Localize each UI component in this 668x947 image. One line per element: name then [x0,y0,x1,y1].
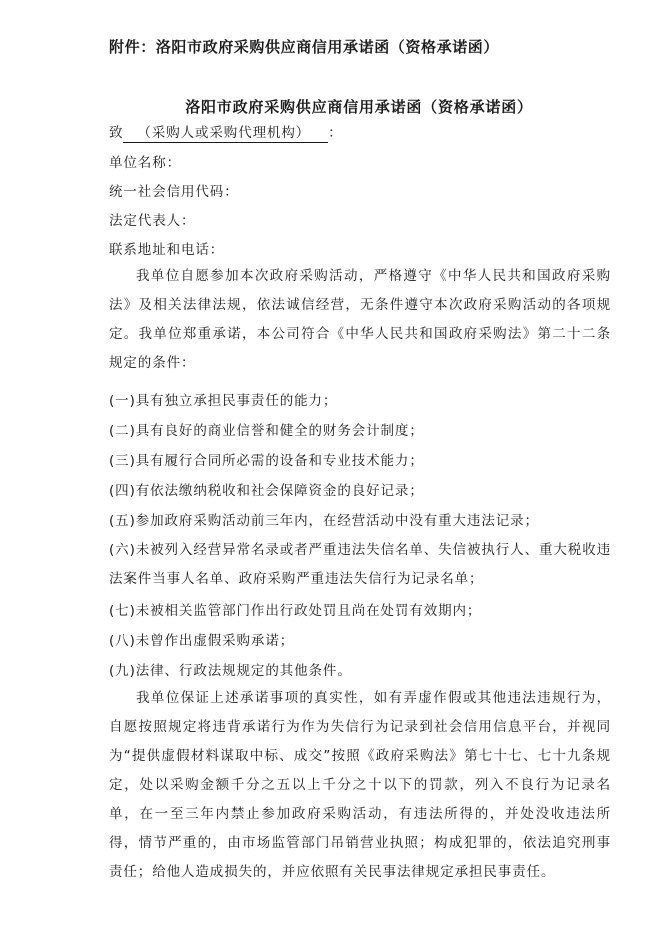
field-credit-code: 统一社会信用代码： [109,184,239,200]
field-contact: 联系地址和电话： [109,242,225,258]
condition-9: (九)法律、行政法规规定的其他条件。 [109,663,352,679]
guarantee-text: 我单位保证上述承诺事项的真实性，如有弄虚作假或其他违法违规行为，自愿按照规定将违背承诺行为作为失信行为记录到社会信用信息平台，并视同为“提供虚假材料谋取中标、成交”按照《政府采购法》第七十七、七十九条规定，处以采购金额千分之五以上千分之十以下的罚款，列入不良行为记录名单，在一至三年内禁止参加政府采购活动，有违法所得的，并处没收违法所得，情节严重的，由市场监管部门吊销营业执照；构成犯罪的，依法追究刑事责任；给他人造成损失的，并应依照有关民事法律规定承担民事责任。 [109,690,611,880]
addressee-line [109,124,343,143]
intro-paragraph [109,262,611,378]
condition-6 [109,536,611,594]
addressee-recipient: （采购人或采购代理机构） [123,124,328,143]
condition-1: (一)具有独立承担民事责任的能力； [109,393,338,409]
attachment-heading: 附件：洛阳市政府采购供应商信用承诺函（资格承诺函） [109,38,500,56]
intro-text: 我单位自愿参加本次政府采购活动，严格遵守《中华人民共和国政府采购法》及相关法律法规，依法诚信经营，无条件遵守本次政府采购活动的各项规定。我单位郑重承诺，本公司符合《中华人民共和国政府采购法》第二十二条规定的条件： [109,268,611,371]
field-unit-name: 单位名称： [109,155,181,171]
condition-7: (七)未被相关监管部门作出行政处罚且尚在处罚有效期内； [109,603,482,619]
condition-3: (三)具有履行合同所必需的设备和专业技术能力； [109,453,424,469]
condition-2: (二)具有良好的商业信誉和健全的财务会计制度； [109,423,424,439]
addressee-prefix: 致 [109,125,124,141]
condition-8: (八)未曾作出虚假采购承诺； [109,633,295,649]
condition-4: (四)有依法缴纳税收和社会保障资金的良好记录； [109,483,424,499]
condition-5: (五)参加政府采购活动前三年内，在经营活动中没有重大违法记录； [109,513,539,529]
addressee-suffix: ： [328,125,343,141]
guarantee-paragraph [109,684,611,887]
letter-title: 洛阳市政府采购供应商信用承诺函（资格承诺函） [185,98,533,116]
condition-6-text: (六)未被列入经营异常名录或者严重违法失信名单、失信被执行人、重大税收违法案件当事人名单、政府采购严重违法失信行为记录名单； [109,542,611,587]
field-legal-representative: 法定代表人： [109,213,196,229]
